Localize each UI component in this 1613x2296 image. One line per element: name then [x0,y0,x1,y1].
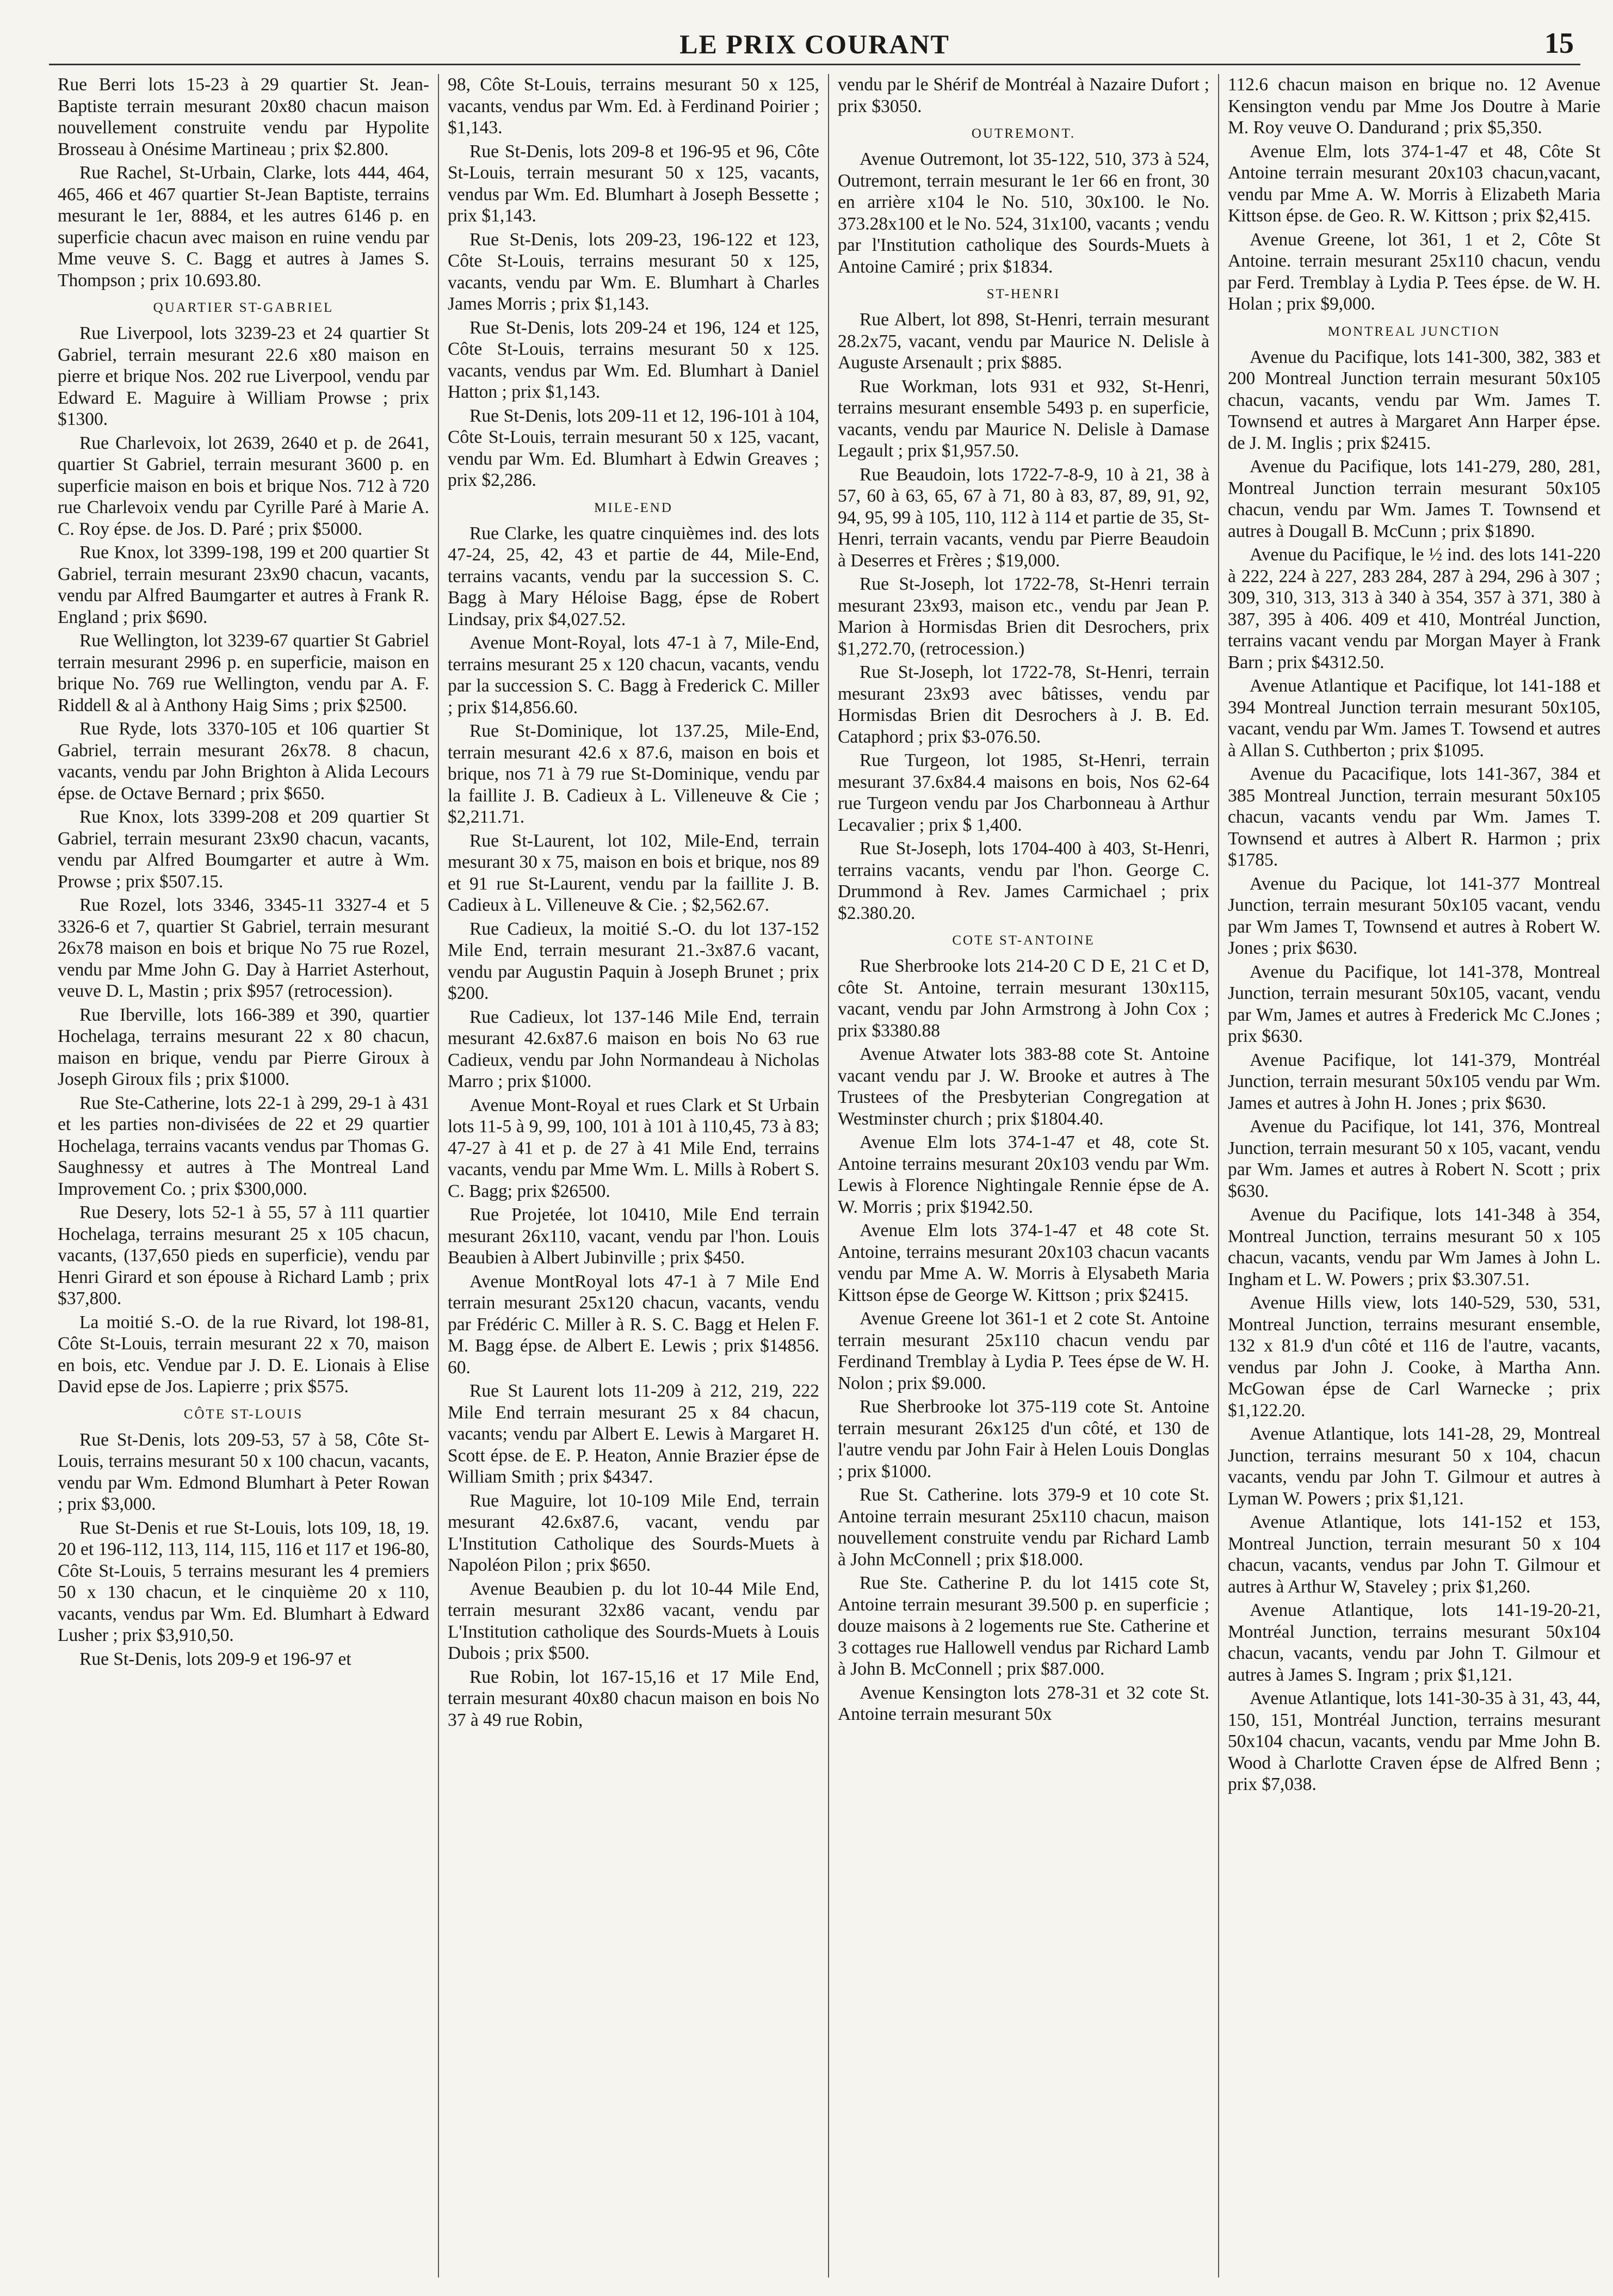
sale-listing: Rue Cadieux, lot 137-146 Mile End, terrain mesurant 42.6x87.6 maison en bois No 63 rue Cadieux, vendu par John Normandeau à Nicholas Marro ; prix $1000. [448,1007,819,1091]
sale-listing: Avenue Atwater lots 383-88 cote St. Antoine vacant vendu par J. W. Brooke et autres à The Trustees of the Presbyterian Congregation at Westminster church ; prix $1804.40. [838,1044,1209,1129]
sale-listing: Avenue Elm lots 374-1-47 et 48 cote St. Antoine, terrains mesurant 20x103 chacun vacants vendu par Mme A. W. Morris à Elysabeth Maria Kittson épse de George W. Kittson ; prix $2415. [838,1220,1209,1305]
section-heading: MILE-END [594,500,673,515]
sale-listing: Rue St Laurent lots 11-209 à 212, 219, 222 Mile End terrain mesurant 25 x 84 chacun, vacants; vendu par Albert E. Lewis à Margaret H. Scott épse. de E. P. Heaton, Annie Brazier épse de William Smith ; prix $4347. [448,1381,819,1487]
sale-listing: Rue Knox, lots 3399-208 et 209 quartier St Gabriel, terrain mesurant 23x90 chacun, vacants, vendu par Alfred Boumgarter et autre à Wm. Prowse ; prix $507.15. [58,807,429,892]
sale-listing: Avenue Elm, lots 374-1-47 et 48, Côte St Antoine terrain mesurant 20x103 chacun,vacant, vendu par Mme A. W. Morris à Elizabeth Maria Kittson épse. de Geo. R. W. Kittson ; prix $2,415. [1228,141,1600,226]
sale-listing: Rue Ste-Catherine, lots 22-1 à 299, 29-1 à 431 et les parties non-divisées de 22 et 29 quartier Hochelaga, terrains vacants vendus par Thomas G. Saughnessy et autres à The Montreal Land Improvement Co. ; prix $300,000. [58,1093,429,1199]
sale-listing: Avenue du Pacifique, le ½ ind. des lots 141-220 à 222, 224 à 227, 283 284, 287 à 294, 296 à 307 ; 309, 310, 313, 313 à 340 à 354, 357 à 371, 380 à 387, 395 à 406. 409 et 410, Montréal Junction, terrains vacant vendu par Morgan Mayer à Frank Barn ; prix $4312.50. [1228,545,1600,672]
section-heading: COTE ST-ANTOINE [952,933,1095,948]
sale-listing: Rue Turgeon, lot 1985, St-Henri, terrain mesurant 37.6x84.4 maisons en bois, Nos 62-64 rue Turgeon vendu par Jos Charbonneau à Arthur Lecavalier ; prix $ 1,400. [838,750,1209,835]
sale-listing: Avenue du Pacifique, lots 141-348 à 354, Montreal Junction, terrains mesurant 50 x 105 chacun, vacants, vendu par Wm James à John L. Ingham et L. W. Powers ; prix $3.307.51. [1228,1205,1600,1289]
sale-listing: Rue St-Dominique, lot 137.25, Mile-End, terrain mesurant 42.6 x 87.6, maison en bois et brique, nos 71 à 79 rue St-Dominique, vendu par la faillite J. B. Cadieux à L. Villeneuve & Cie ; $2,211.71. [448,721,819,827]
sale-listing: Avenue du Pacifique, lot 141-378, Montreal Junction, terrain mesurant 50x105, vacant, vendu par Wm, James et autres à Frederick Mc C.Jones ; prix $630. [1228,961,1600,1046]
sale-listing: Rue Beaudoin, lots 1722-7-8-9, 10 à 21, 38 à 57, 60 à 63, 65, 67 à 71, 80 à 83, 87, 89, 91, 92, 94, 95, 99 à 105, 110, 112 à 114 et partie de 35, St-Henri, terrain vacants, vendu par Pierre Beaudoin à Deserres et Frères ; $19,000. [838,464,1209,571]
sale-listing: 98, Côte St-Louis, terrains mesurant 50 x 125, vacants, vendus par Wm. Ed. à Ferdinand Poirier ; $1,143. [448,75,819,138]
sale-listing: Rue Maguire, lot 10-109 Mile End, terrain mesurant 42.6x87.6, vacant, vendu par L'Institution Catholique des Sourds-Muets à Napoléon Pilon ; prix $650. [448,1490,819,1575]
sale-listing: Rue Sherbrooke lot 375-119 cote St. Antoine terrain mesurant 26x125 d'un côté, et 130 de l'autre vendu par John Fair à Helen Louis Donglas ; prix $1000. [838,1397,1209,1482]
sale-listing: Rue St-Denis, lots 209-8 et 196-95 et 96, Côte St-Louis, terrain mesurant 50 x 125, vacants, vendus par Wm. Ed. Blumhart à Joseph Bessette ; prix $1,143. [448,141,819,226]
section-heading: CÔTE ST-LOUIS [183,1406,304,1422]
sale-listing: Rue Clarke, les quatre cinquièmes ind. des lots 47-24, 25, 42, 43 et partie de 44, Mile-End, terrains vacants, vendu par la succession S. C. Bagg à Mary Héloise Bagg, épse de Robert Lindsay, prix $4,027.52. [448,523,819,629]
sale-listing: Rue Desery, lots 52-1 à 55, 57 à 111 quartier Hochelaga, terrains mesurant 25 x 105 chacun, vacants, (137,650 pieds en superficie), vendu par Henri Girard et son épouse à Richard Lamb ; prix $37,800. [58,1202,429,1309]
column-4 [1219,74,1609,2278]
sale-listing: Rue Liverpool, lots 3239-23 et 24 quartier St Gabriel, terrain mesurant 22.6 x80 maison en pierre et brique Nos. 202 rue Liverpool, vendu par Edward E. Maguire à William Prowse ; prix $1300. [58,323,429,429]
sale-listing: Avenue Elm lots 374-1-47 et 48, cote St. Antoine terrains mesurant 20x103 vendu par Wm. Lewis à Florence Nightingale Rennie épse de A. W. Morris ; prix $1942.50. [838,1132,1209,1217]
sale-listing: Rue Ryde, lots 3370-105 et 106 quartier St Gabriel, terrain mesurant 26x78. 8 chacun, vacants, vendu par John Brighton à Alida Lecours épse. de Octave Bernard ; prix $650. [58,719,429,804]
column-3 [829,74,1219,2278]
sale-listing: Rue St-Denis et rue St-Louis, lots 109, 18, 19. 20 et 196-112, 113, 114, 115, 116 et 117 et 196-80, Côte St-Louis, 5 terrains mesurant les 4 premiers 50 x 130 chacun, et le cinquième 20 x 110, vacants, vendus par Wm. Ed. Blumhart à Edward Lusher ; prix $3,910,50. [58,1517,429,1645]
sale-listing: Avenue Atlantique, lots 141-19-20-21, Montréal Junction, terrains mesurant 50x104 chacun, vacants, vendu par John T. Gilmour et autres à James S. Ingram ; prix $1,121. [1228,1600,1600,1685]
sale-listing: Rue St-Denis, lots 209-23, 196-122 et 123, Côte St-Louis, terrains mesurant 50 x 125, vacants, vendu par Wm. E. Blumhart à Charles James Morris ; prix $1,143. [448,229,819,314]
sale-listing: Rue St-Joseph, lot 1722-78, St-Henri terrain mesurant 23x93, maison etc., vendu par Jean P. Marion à Hormisdas Brien dit Desrochers, prix $1,272.70, (retrocession.) [838,574,1209,659]
header-rule [49,64,1580,65]
sale-listing: Rue Robin, lot 167-15,16 et 17 Mile End, terrain mesurant 40x80 chacun maison en bois No 37 à 49 rue Robin, [448,1667,819,1730]
column-2 [439,74,829,2278]
sale-listing: Rue Ste. Catherine P. du lot 1415 cote St, Antoine terrain mesurant 39.500 p. en superficie ; douze maisons à 2 logements rue Ste. Catherine et 3 cottages rue Hallowell vendus par Richard Lamb à John B. McConnell ; prix $87.000. [838,1573,1209,1679]
sale-listing: Avenue Greene lot 361-1 et 2 cote St. Antoine terrain mesurant 25x110 chacun vendu par Ferdinand Tremblay à Lydia P. Tees épse de W. H. Nolon ; prix $9.000. [838,1309,1209,1393]
sale-listing: Avenue Atlantique, lots 141-152 et 153, Montreal Junction, terrain mesurant 50 x 104 chacun, vacants, vendus par John T. Gilmour et autres à Arthur W, Staveley ; prix $1,260. [1228,1512,1600,1597]
sale-listing: Rue Rachel, St-Urbain, Clarke, lots 444, 464, 465, 466 et 467 quartier St-Jean Baptiste, terrains mesurant le 1er, 8884, et les autres 6146 p. en superficie chacun avec maison en ruine vendu par Mme veuve S. C. Bagg et autres à James S. Thompson ; prix 10.693.80. [58,163,429,291]
sale-listing: Rue St-Joseph, lot 1722-78, St-Henri, terrain mesurant 23x93 avec bâtisses, vendu par Hormisdas Brien dit Desrochers à J. B. Ed. Cataphord ; prix $3-076.50. [838,662,1209,747]
sale-listing: Rue Knox, lot 3399-198, 199 et 200 quartier St Gabriel, terrain mesurant 23x90 chacun, vacants, vendu par Alfred Baumgarter et autres à Frank R. England ; prix $690. [58,542,429,627]
article-columns [49,74,1610,2278]
sale-listing: Avenue du Pacique, lot 141-377 Montreal Junction, terrain mesurant 50x105 vacant, vendu par Wm James T, Townsend et autres à Robert W. Jones ; prix $630. [1228,873,1600,958]
sale-listing: Avenue du Pacifique, lots 141-279, 280, 281, Montreal Junction terrain mesurant 50x105 chacun, vendu par Wm. James T. Townsend et autres à Dougall B. McCunn ; prix $1890. [1228,456,1600,541]
sale-listing: Avenue Hills view, lots 140-529, 530, 531, Montreal Junction, terrains mesurant ensemble, 132 x 81.9 d'un côté et 116 de l'autre, vacants, vendus par John J. Cooke, à Martha Ann. McGowan épse de Carl Warnecke ; prix $1,122.20. [1228,1293,1600,1421]
sale-listing: Rue St-Denis, lots 209-53, 57 à 58, Côte St-Louis, terrains mesurant 50 x 100 chacun, vacants, vendu par Wm. Edmond Blumhart à Peter Rowan ; prix $3,000. [58,1429,429,1514]
sale-listing: Avenue Mont-Royal et rues Clark et St Urbain lots 11-5 à 9, 99, 100, 101 à 101 à 110,45, 73 à 83; 47-27 à 41 et p. de 27 à 41 Mile End, terrains vacants, vendu par Mme Wm. L. Mills à Robert S. C. Bagg; prix $26500. [448,1095,819,1201]
sale-listing: Avenue Outremont, lot 35-122, 510, 373 à 524, Outremont, terrain mesurant le 1er 66 en front, 30 en arrière x104 le No. 510, 30x100. le No. 373.28x100 et le No. 524, 31x100, vacants ; vendu par l'Institution catholique des Sourds-Muets à Antoine Camiré ; prix $1834. [838,149,1209,277]
sale-listing: Avenue Pacifique, lot 141-379, Montréal Junction, terrain mesurant 50x105 vendu par Wm. James et autres à John H. Jones ; prix $630. [1228,1050,1600,1113]
sale-listing: Avenue Mont-Royal, lots 47-1 à 7, Mile-End, terrains mesurant 25 x 120 chacun, vacants, vendu par la succession S. C. Bagg à Frederick C. Miller ; prix $14,856.60. [448,633,819,718]
sale-listing: Avenue du Pacacifique, lots 141-367, 384 et 385 Montreal Junction, terrain mesurant 50x105 chacun, vacants vendu par Wm. James T. Townsend et autres à Albert R. Harmon ; prix $1785. [1228,764,1600,870]
sale-listing: Rue Sherbrooke lots 214-20 C D E, 21 C et D, côte St. Antoine, terrain mesurant 130x115, vacant, vendu par John Armstrong à John Cox ; prix $3380.88 [838,956,1209,1041]
sale-listing: Rue Albert, lot 898, St-Henri, terrain mesurant 28.2x75, vacant, vendu par Maurice N. Delisle à Auguste Arsenault ; prix $885. [838,310,1209,373]
section-heading: ST-HENRI [986,287,1061,301]
sale-listing: Avenue Beaubien p. du lot 10-44 Mile End, terrain mesurant 32x86 vacant, vendu par L'Institution catholique des Sourds-Muets à Louis Dubois ; prix $500. [448,1578,819,1663]
sale-listing: La moitié S.-O. de la rue Rivard, lot 198-81, Côte St-Louis, terrain mesurant 22 x 70, maison en bois, etc. Vendue par J. D. E. Lionais à Elise David epse de Jos. Lapierre ; prix $575. [58,1312,429,1397]
sale-listing: Avenue du Pacifique, lot 141, 376, Montreal Junction, terrain mesurant 50 x 105, vacant, vendu par Wm. James et autres à Robert N. Scott ; prix $630. [1228,1116,1600,1201]
sale-listing: Rue St. Catherine. lots 379-9 et 10 cote St. Antoine terrain mesurant 25x110 chacun, maison nouvellement construite vendu par Richard Lamb à John McConnell ; prix $18.000. [838,1485,1209,1570]
sale-listing: Avenue Greene, lot 361, 1 et 2, Côte St Antoine. terrain mesurant 25x110 chacun, vendu par Ferd. Tremblay à Lydia P. Tees épse. de W. H. Holan ; prix $9,000. [1228,229,1600,314]
page-number: 15 [1544,27,1574,59]
sale-listing: Rue Berri lots 15-23 à 29 quartier St. Jean-Baptiste terrain mesurant 20x80 chacun maison nouvellement construite vendu par Hypolite Brosseau à Onésime Martineau ; prix $2.800. [58,75,429,159]
sale-listing: Avenue Atlantique et Pacifique, lot 141-188 et 394 Montreal Junction terrain mesurant 50x105, vacant, vendu par Wm. James T. Towsend et autres à Allan S. Cuthberton ; prix $1095. [1228,676,1600,761]
sale-listing: Rue Rozel, lots 3346, 3345-11 3327-4 et 5 3326-6 et 7, quartier St Gabriel, terrain mesurant 26x78 maison en bois et brique No 75 rue Rozel, vendu par Mme John G. Day à Harriet Asterhout, veuve D. L, Mastin ; prix $957 (retrocession). [58,895,429,1001]
section-heading: QUARTIER ST-GABRIEL [153,300,334,315]
sale-listing: Rue St-Denis, lots 209-11 et 12, 196-101 à 104, Côte St-Louis, terrain mesurant 50 x 125, vacant, vendu par Wm. Ed. Blumhart à Edwin Greaves ; prix $2,286. [448,405,819,490]
section-heading: OUTREMONT. [971,126,1076,141]
sale-listing: Rue St-Denis, lots 209-9 et 196-97 et [79,1649,351,1669]
sale-listing: Avenue MontRoyal lots 47-1 à 7 Mile End terrain mesurant 25x120 chacun, vacants, vendu par Frédéric C. Miller à R. S. C. Bagg et Helen F. M. Bagg épse. de Albert E. Lewis ; prix $14856. 60. [448,1271,819,1378]
sale-listing: Rue Workman, lots 931 et 932, St-Henri, terrains mesurant ensemble 5493 p. en superficie, vacants, vendu par Maurice N. Delisle à Damase Legault ; prix $1,957.50. [838,376,1209,461]
sale-listing: 112.6 chacun maison en brique no. 12 Avenue Kensington vendu par Mme Jos Doutre à Marie M. Roy veuve O. Dandurand ; prix $5,350. [1228,75,1600,138]
column-1 [49,74,439,2278]
sale-listing: Avenue Kensington lots 278-31 et 32 cote St. Antoine terrain mesurant 50x [838,1682,1209,1724]
sale-listing: Rue St-Laurent, lot 102, Mile-End, terrain mesurant 30 x 75, maison en bois et brique, nos 89 et 91 rue St-Laurent, vendu par la faillite J. B. Cadieux à L. Villeneuve & Cie. ; $2,562.67. [448,830,819,915]
sale-listing: Rue St-Joseph, lots 1704-400 à 403, St-Henri, terrains vacants, vendu par l'hon. George C. Drummond à Rev. James Carmichael ; prix $2.380.20. [838,838,1209,923]
sale-listing: Rue Charlevoix, lot 2639, 2640 et p. de 2641, quartier St Gabriel, terrain mesurant 3600 p. en superficie maison en bois et brique Nos. 712 à 720 rue Charlevoix vendu par Cyrille Paré à Marie A. C. Roy épse. de Jos. D. Paré ; prix $5000. [58,433,429,539]
sale-listing: Avenue Atlantique, lots 141-28, 29, Montreal Junction, terrains mesurant 50 x 104, chacun vacants, vendu par John T. Gilmour et autres à Lyman W. Powers ; prix $1,121. [1228,1424,1600,1509]
sale-listing: Rue St-Denis, lots 209-24 et 196, 124 et 125, Côte St-Louis, terrains mesurant 50 x 125. vacants, vendus par Wm. Ed. Blumhart à Daniel Hatton ; prix $1,143. [448,317,819,402]
sale-listing: Avenue Atlantique, lots 141-30-35 à 31, 43, 44, 150, 151, Montréal Junction, terrains mesurant 50x104 chacun, vacants, vendu par Mme John B. Wood à Charlotte Craven épse de Alfred Benn ; prix $7,038. [1228,1688,1600,1794]
sale-listing: Avenue du Pacifique, lots 141-300, 382, 383 et 200 Montreal Junction terrain mesurant 50x105 chacun, vacants, vendu par Wm. James T. Townsend et autres à Margaret Ann Harper épse. de J. M. Inglis ; prix $2415. [1228,347,1600,453]
page-header [49,22,1580,65]
sale-listing: vendu par le Shérif de Montréal à Nazaire Dufort ; prix $3050. [838,75,1209,116]
sale-listing: Rue Iberville, lots 166-389 et 390, quartier Hochelaga, terrains mesurant 22 x 80 chacun, maison en brique, vendu par Pierre Giroux à Joseph Giroux fils ; prix $1000. [58,1004,429,1089]
sale-listing: Rue Cadieux, la moitié S.-O. du lot 137-152 Mile End, terrain mesurant 21.-3x87.6 vacant, vendu par Augustin Paquin à Joseph Brunet ; prix $200. [448,918,819,1003]
sale-listing: Rue Projetée, lot 10410, Mile End terrain mesurant 26x110, vacant, vendu par l'hon. Louis Beaubien à Albert Jubinville ; prix $450. [448,1205,819,1268]
section-heading: MONTREAL JUNCTION [1327,324,1501,339]
sale-listing: Rue Wellington, lot 3239-67 quartier St Gabriel terrain mesurant 2996 p. en superficie, maison en brique No. 769 rue Wellington, vendu par A. F. Riddell & al à Anthony Haig Sims ; prix $2500. [58,631,429,715]
publication-title: LE PRIX COURANT [679,29,950,59]
